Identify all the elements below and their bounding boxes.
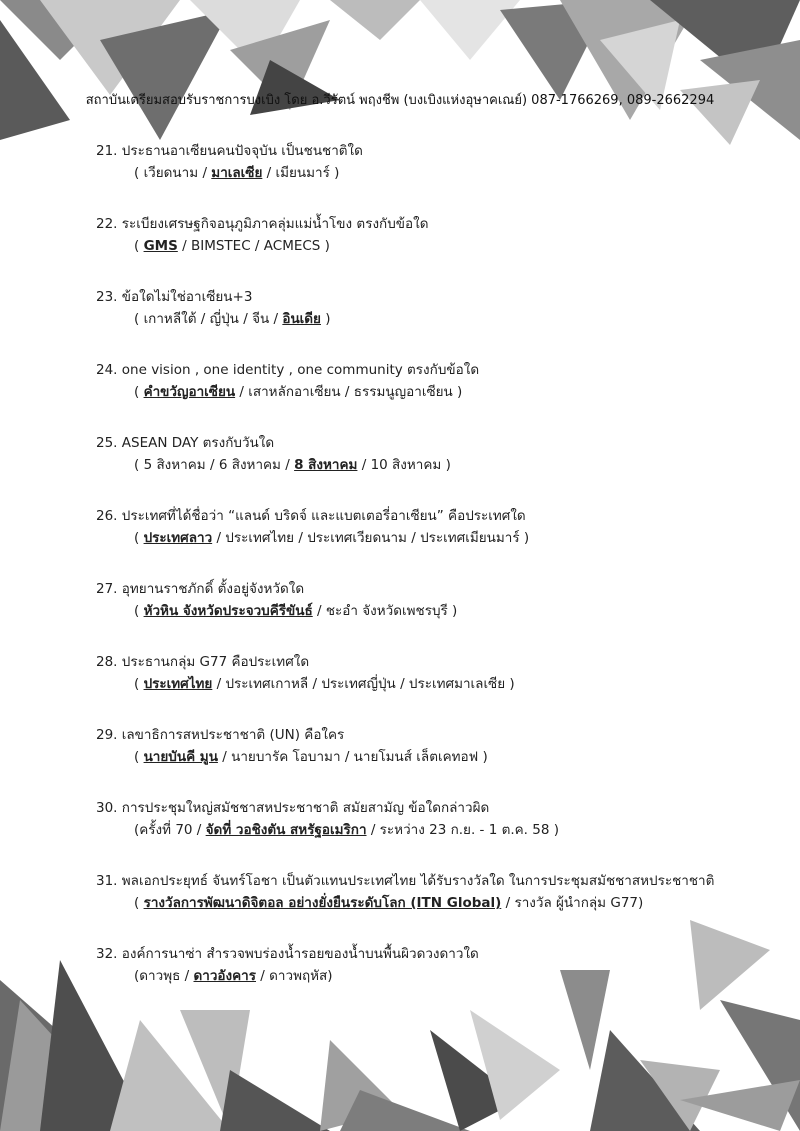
answer-option: เมียนมาร์ bbox=[275, 165, 330, 181]
question-item bbox=[96, 651, 786, 724]
question-text: 23. ข้อใดไม่ใช่อาเซียน+3 bbox=[96, 289, 253, 305]
answer-option: จีน bbox=[252, 311, 270, 327]
answer-option: เกาหลีใต้ bbox=[143, 311, 197, 327]
correct-answer-option: คำขวัญอาเซียน bbox=[143, 384, 236, 400]
answer-options: ( นายบันคี มูน / นายบารัค โอบามา / นายโมนส์ เล็ตเคทอฟ ) bbox=[134, 749, 488, 765]
correct-answer-option: จัดที่ วอชิงตัน สหรัฐอเมริกา bbox=[205, 822, 367, 838]
answer-option: ดาวพุธ bbox=[139, 968, 181, 984]
correct-answer-option: GMS bbox=[143, 238, 178, 254]
correct-answer-option: นายบันคี มูน bbox=[143, 749, 218, 765]
answer-option: ญี่ปุ่น bbox=[209, 311, 239, 327]
question-item bbox=[96, 213, 786, 286]
correct-answer-option: ดาวอังคาร bbox=[193, 968, 256, 984]
question-item bbox=[96, 505, 786, 578]
question-item bbox=[96, 432, 786, 505]
correct-answer-option: 8 สิงหาคม bbox=[294, 457, 358, 473]
question-text: 24. one vision , one identity , one community ตรงกับข้อใด bbox=[96, 362, 480, 378]
answer-option: นายโมนส์ เล็ตเคทอฟ bbox=[353, 749, 479, 765]
answer-options: ( รางวัลการพัฒนาดิจิตอล อย่างยั่งยืนระดับโลก (ITN Global) / รางวัล ผู้นำกลุ่ม G77) bbox=[134, 895, 644, 911]
question-text: 25. ASEAN DAY ตรงกับวันใด bbox=[96, 435, 275, 451]
question-text: 27. อุทยานราชภักดิ์ ตั้งอยู่จังหวัดใด bbox=[96, 581, 305, 597]
answer-option: นายบารัค โอบามา bbox=[231, 749, 341, 765]
question-item bbox=[96, 140, 786, 213]
answer-options: ( 5 สิงหาคม / 6 สิงหาคม / 8 สิงหาคม / 10 สิงหาคม ) bbox=[134, 457, 451, 473]
answer-option: ธรรมนูญอาเซียน bbox=[353, 384, 453, 400]
answer-option: 5 สิงหาคม bbox=[143, 457, 206, 473]
answer-option: ประเทศไทย bbox=[225, 530, 295, 546]
question-text: 26. ประเทศที่ได้ชื่อว่า “แลนด์ บริดจ์ และแบตเตอรี่อาเซียน” คือประเทศใด bbox=[96, 508, 526, 524]
answer-options: ( เกาหลีใต้ / ญี่ปุ่น / จีน / อินเดีย ) bbox=[134, 311, 331, 327]
question-text: 29. เลขาธิการสหประชาชาติ (UN) คือใคร bbox=[96, 727, 345, 743]
question-item bbox=[96, 870, 786, 943]
answer-options: ( คำขวัญอาเซียน / เสาหลักอาเซียน / ธรรมนูญอาเซียน ) bbox=[134, 384, 463, 400]
answer-option: ประเทศญี่ปุ่น bbox=[321, 676, 396, 692]
answer-option: ระหว่าง 23 ก.ย. - 1 ต.ค. 58 bbox=[379, 822, 550, 838]
correct-answer-option: ประเทศลาว bbox=[143, 530, 213, 546]
question-item bbox=[96, 724, 786, 797]
answer-option: 10 สิงหาคม bbox=[370, 457, 442, 473]
answer-option: ประเทศเกาหลี bbox=[225, 676, 309, 692]
answer-options: ( ประเทศลาว / ประเทศไทย / ประเทศเวียดนาม / ประเทศเมียนมาร์ ) bbox=[134, 530, 530, 546]
correct-answer-option: หัวหิน จังหวัดประจวบคีรีขันธ์ bbox=[143, 603, 313, 619]
answer-options: ( GMS / BIMSTEC / ACMECS ) bbox=[134, 238, 330, 254]
correct-answer-option: อินเดีย bbox=[282, 311, 321, 327]
answer-options: ( เวียดนาม / มาเลเซีย / เมียนมาร์ ) bbox=[134, 165, 340, 181]
question-item bbox=[96, 797, 786, 870]
question-item bbox=[96, 943, 786, 1016]
answer-option: ประเทศเมียนมาร์ bbox=[420, 530, 520, 546]
answer-option: ชะอำ จังหวัดเพชรบุรี bbox=[325, 603, 448, 619]
question-list bbox=[96, 140, 786, 1016]
answer-option: ประเทศเวียดนาม bbox=[307, 530, 407, 546]
answer-options: (ดาวพุธ / ดาวอังคาร / ดาวพฤหัส) bbox=[134, 968, 333, 984]
correct-answer-option: มาเลเซีย bbox=[211, 165, 263, 181]
answer-option: BIMSTEC bbox=[190, 238, 251, 254]
correct-answer-option: ประเทศไทย bbox=[143, 676, 213, 692]
answer-option: ประเทศมาเลเซีย bbox=[408, 676, 506, 692]
correct-answer-option: รางวัลการพัฒนาดิจิตอล อย่างยั่งยืนระดับโลก (ITN Global) bbox=[143, 895, 502, 911]
top-triangle-banner bbox=[0, 0, 800, 150]
answer-option: รางวัล ผู้นำกลุ่ม G77 bbox=[514, 895, 639, 911]
answer-option: 6 สิงหาคม bbox=[218, 457, 281, 473]
answer-options: (ครั้งที่ 70 / จัดที่ วอชิงตัน สหรัฐอเมริกา / ระหว่าง 23 ก.ย. - 1 ต.ค. 58 ) bbox=[134, 822, 559, 838]
question-item bbox=[96, 359, 786, 432]
answer-option: เสาหลักอาเซียน bbox=[248, 384, 341, 400]
page-header: สถาบันเตรียมสอบรับราชการบงเบิง โดย อ.วีรัตน์ พฤงชีพ (บงเบิงแห่งอุษาคเณย์) 087-1766269, 089-2662294 bbox=[85, 93, 715, 108]
question-text: 28. ประธานกลุ่ม G77 คือประเทศใด bbox=[96, 654, 310, 670]
question-item bbox=[96, 578, 786, 651]
answer-option: ดาวพฤหัส bbox=[269, 968, 328, 984]
question-text: 30. การประชุมใหญ่สมัชชาสหประชาชาติ สมัยสามัญ ข้อใดกล่าวผิด bbox=[96, 800, 490, 816]
answer-option: เวียดนาม bbox=[143, 165, 199, 181]
answer-options: ( ประเทศไทย / ประเทศเกาหลี / ประเทศญี่ปุ่น / ประเทศมาเลเซีย ) bbox=[134, 676, 515, 692]
question-text: 32. องค์การนาซ่า สำรวจพบร่องน้ำรอยของน้ำบนพื้นผิวดวงดาวใด bbox=[96, 946, 479, 962]
answer-options: ( หัวหิน จังหวัดประจวบคีรีขันธ์ / ชะอำ จังหวัดเพชรบุรี ) bbox=[134, 603, 458, 619]
answer-option: ACMECS bbox=[263, 238, 321, 254]
question-text: 31. พลเอกประยุทธ์ จันทร์โอชา เป็นตัวแทนประเทศไทย ได้รับรางวัลใด ในการประชุมสมัชชาสหประชาชาติ bbox=[96, 873, 715, 889]
question-text: 21. ประธานอาเซียนคนปัจจุบัน เป็นชนชาติใด bbox=[96, 143, 363, 159]
question-text: 22. ระเบียงเศรษฐกิจอนุภูมิภาคลุ่มแม่น้ำโขง ตรงกับข้อใด bbox=[96, 216, 429, 232]
question-item bbox=[96, 286, 786, 359]
